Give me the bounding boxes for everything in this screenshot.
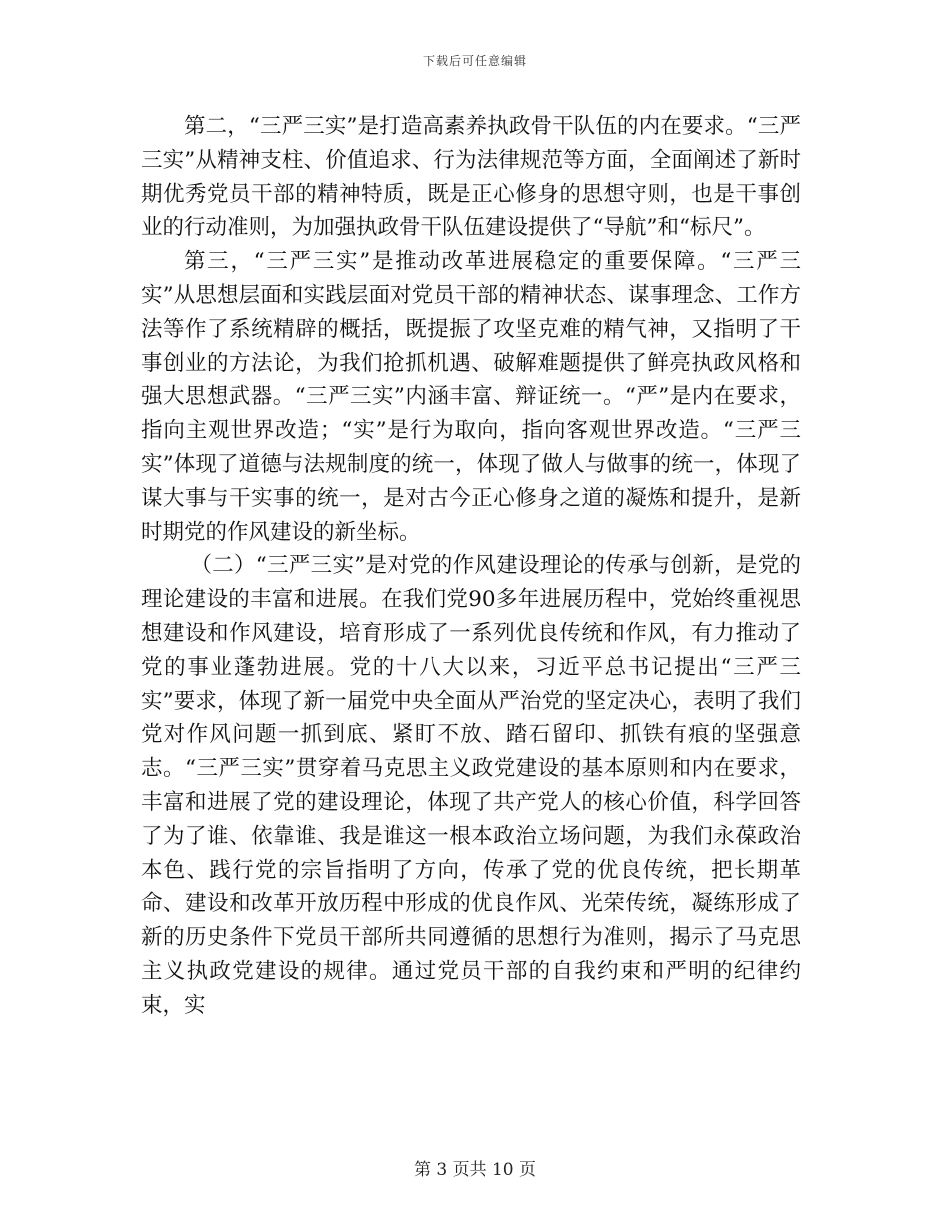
paragraph-second-point: 第二，“三严三实”是打造高素养执政骨干队伍的内在要求。“三严三实”从精神支柱、价值追求、行为法律规范等方面，全面阐述了新时期优秀党员干部的精神特质，既是正心修身的思想守则，也是干事创业的行动准则，为加强执政骨干队伍建设提供了“导航”和“标尺”。 [141, 114, 801, 241]
page-header-note: 下载后可任意编辑 [422, 54, 527, 68]
paragraph-section-two: （二）“三严三实”是对党的作风建设理论的传承与创新，是党的理论建设的丰富和进展。在我们党90多年进展历程中，党始终重视思想建设和作风建设，培育形成了一系列优良传统和作风，有力推动了党的事业蓬勃进展。党的十八大以来，习近平总书记提出“三严三实”要求，体现了新一届党中央全面从严治党的坚定决心，表明了我们党对作风问题一抓到底、紧盯不放、踏石留印、抓铁有痕的坚强意志。“三严三实”贯穿着马克思主义政党建设的基本原则和内在要求，丰富和进展了党的建设理论，体现了共产党人的核心价值，科学回答了为了谁、依靠谁、我是谁这一根本政治立场问题，为我们永葆政治本色、践行党的宗旨指明了方向，传承了党的优良传统，把长期革命、建设和改革开放历程中形成的优良作风、光荣传统，凝练形成了新的历史条件下党员干部所共同遵循的思想行为准则，揭示了马克思主义执政党建设的规律。通过党员干部的自我约束和严明的纪律约束，实 [141, 553, 801, 1018]
page-number-footer: 第 3 页共 10 页 [413, 1160, 537, 1180]
paragraph-third-point: 第三，“三严三实”是推动改革进展稳定的重要保障。“三严三实”从思想层面和实践层面对党员干部的精神状态、谋事理念、工作方法等作了系统精辟的概括，既提振了攻坚克难的精气神，又指明了干事创业的方法论，为我们抢抓机遇、破解难题提供了鲜亮执政风格和强大思想武器。“三严三实”内涵丰富、辩证统一。“严”是内在要求，指向主观世界改造；“实”是行为取向，指向客观世界改造。“三严三实”体现了道德与法规制度的统一，体现了做人与做事的统一，体现了谋大事与干实事的统一，是对古今正心修身之道的凝炼和提升，是新时期党的作风建设的新坐标。 [141, 249, 802, 545]
document-body [141, 110, 801, 1023]
